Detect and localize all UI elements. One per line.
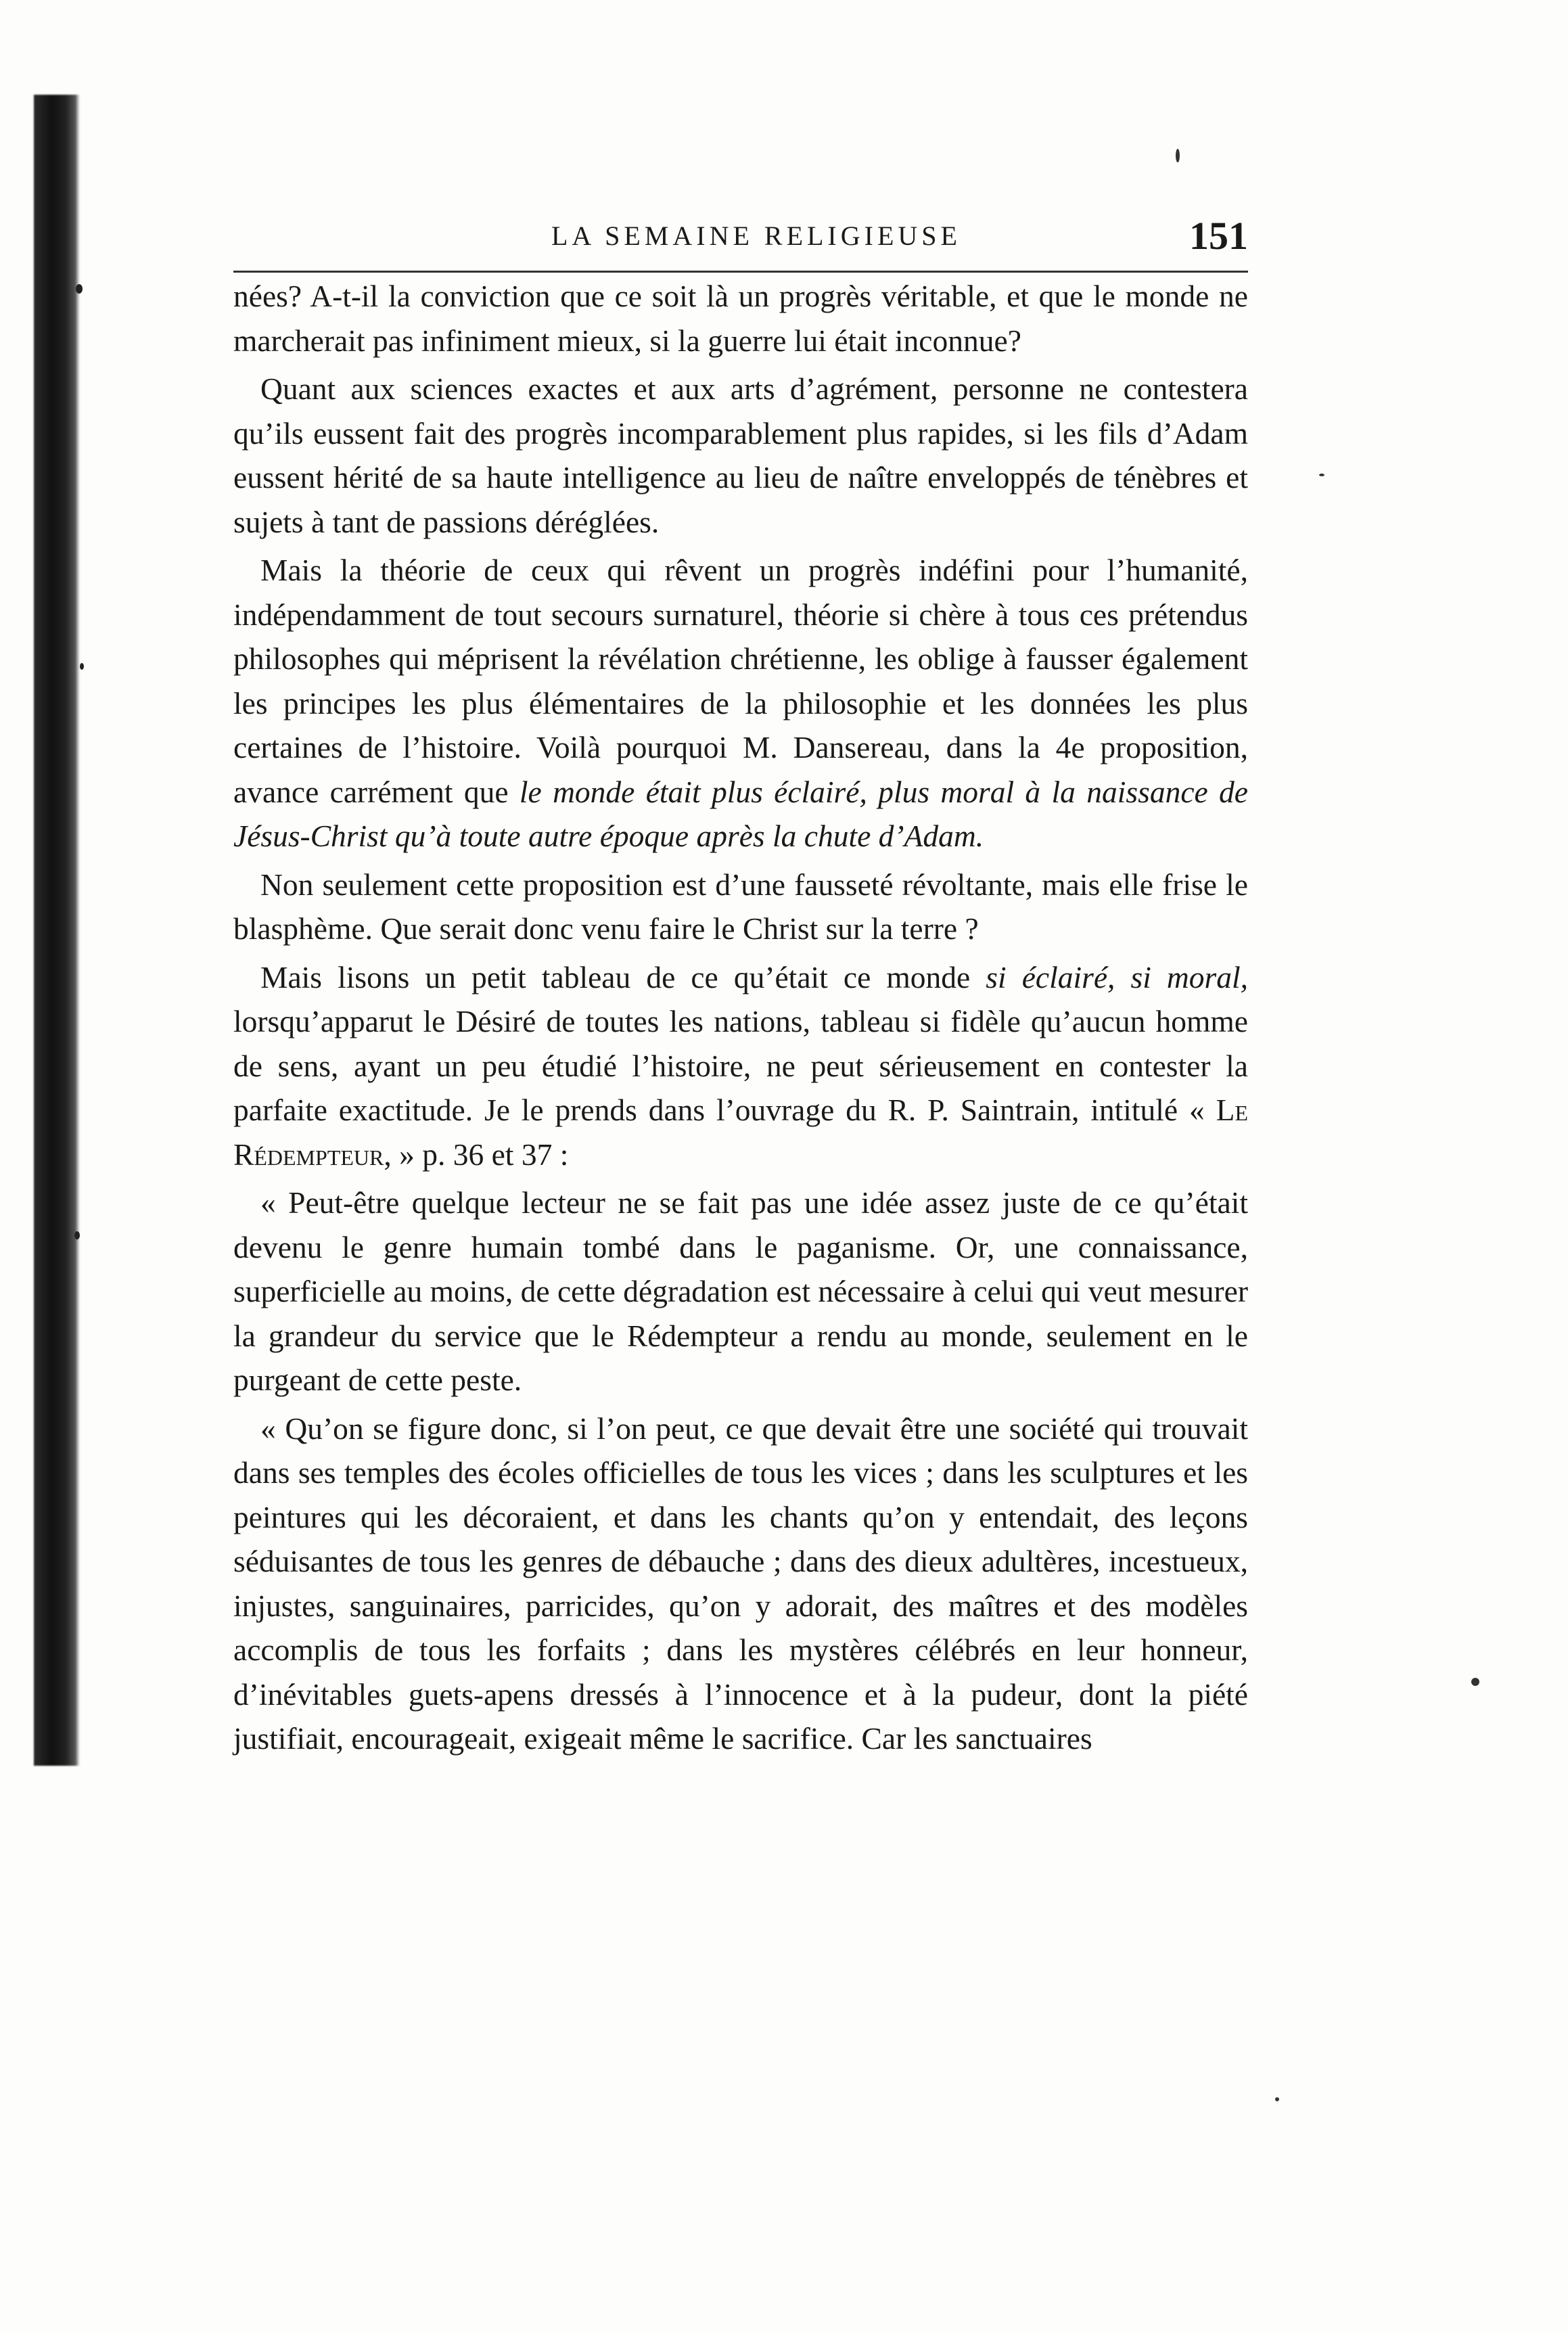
page-header bbox=[233, 213, 1248, 258]
paragraph-7: « Qu’on se figure donc, si l’on peut, ce que devait être une société qui trouvait dans ses temples des écoles officielles de tous les vices ; dans les sculptures et les peintures qui les décoraient, et dans les chants qu’on y entendait, des leçons séduisantes de tous les genres de débauche ; dans des dieux adultères, incestueux, injustes, sanguinaires, parricides, qu’on y adorait, des maîtres et des modèles accomplis de tous les forfaits ; dans les mystères célébrés en leur honneur, d’inévitables guets-apens dressés à l’innocence et à la pudeur, dont la piété justifiait, encourageait, exigeait même le sacrifice. Car les sanctuaires bbox=[233, 1411, 1248, 1756]
paragraph-2: Quant aux sciences exactes et aux arts d’agrément, personne ne contestera qu’ils eussent fait des progrès incomparablement plus rapides, si les fils d’Adam eussent hérité de sa haute intelligence au lieu de naître enveloppés de ténèbres et sujets à tant de passions déréglées. bbox=[233, 371, 1248, 539]
paragraph-5-tail: » p. 36 et 37 : bbox=[391, 1137, 569, 1172]
header-rule bbox=[233, 271, 1248, 273]
paragraph-3-text: Mais la théorie de ceux qui rêvent un progrès indéfini pour l’humanité, indépendamment de tout secours surnaturel, théorie si chère à tous ces prétendus philosophes qui méprisent la révélation chrétienne, les oblige à fausser également les principes les plus élémentaires de la philosophie et les données les plus certaines de l’histoire. Voilà pourquoi M. Dansereau, dans la 4e proposition, avance carrément que bbox=[233, 553, 1248, 809]
binding-speck bbox=[76, 284, 83, 294]
page-number: 151 bbox=[1189, 214, 1248, 258]
running-head: LA SEMAINE RELIGIEUSE bbox=[551, 221, 961, 251]
body-text bbox=[233, 274, 1248, 1765]
binding-speck bbox=[80, 663, 84, 670]
paragraph-3-emphasis: le monde était plus éclairé, plus moral à la naissance de Jésus-Christ qu’à toute autre époque après la chute d’Adam. bbox=[233, 774, 1248, 853]
binding-speck bbox=[74, 1231, 80, 1239]
page-speck bbox=[1275, 2097, 1279, 2101]
paragraph-4: Non seulement cette proposition est d’une fausseté révoltante, mais elle frise le blasphème. Que serait donc venu faire le Christ sur la terre ? bbox=[233, 867, 1248, 946]
paragraph-5-emphasis: si éclairé, si moral, bbox=[986, 959, 1249, 994]
binding-shadow bbox=[34, 95, 80, 1766]
paragraph-3 bbox=[233, 548, 1248, 859]
page-speck bbox=[1471, 1678, 1479, 1686]
page-speck bbox=[1176, 149, 1180, 162]
page-speck bbox=[1319, 474, 1324, 476]
paragraph-5-middle: lorsqu’apparut le Désiré de toutes les nations, tableau si fidèle qu’aucun homme de sens, ayant un peu étudié l’histoire, ne peut sérieusement en contester la parfaite exactitude. Je le prends dans l’ouvrage du R. P. Saintrain, intitulé « bbox=[233, 1004, 1248, 1127]
paragraph-5-text: Mais lisons un petit tableau de ce qu’était ce monde bbox=[260, 959, 986, 994]
paragraph-1: nées? A-t-il la conviction que ce soit là un progrès véritable, et que le monde ne marcherait pas infiniment mieux, si la guerre lui était inconnue? bbox=[233, 279, 1248, 358]
paragraph-5 bbox=[233, 955, 1248, 1177]
paragraph-6: « Peut-être quelque lecteur ne se fait pas une idée assez juste de ce qu’était devenu le genre humain tombé dans le paganisme. Or, une connaissance, superficielle au moins, de cette dégradation est nécessaire à celui qui veut mesurer la grandeur du service que le Rédempteur a rendu au monde, seulement en le purgeant de cette peste. bbox=[233, 1185, 1248, 1397]
book-title: Le Rédempteur, bbox=[233, 1093, 1248, 1172]
